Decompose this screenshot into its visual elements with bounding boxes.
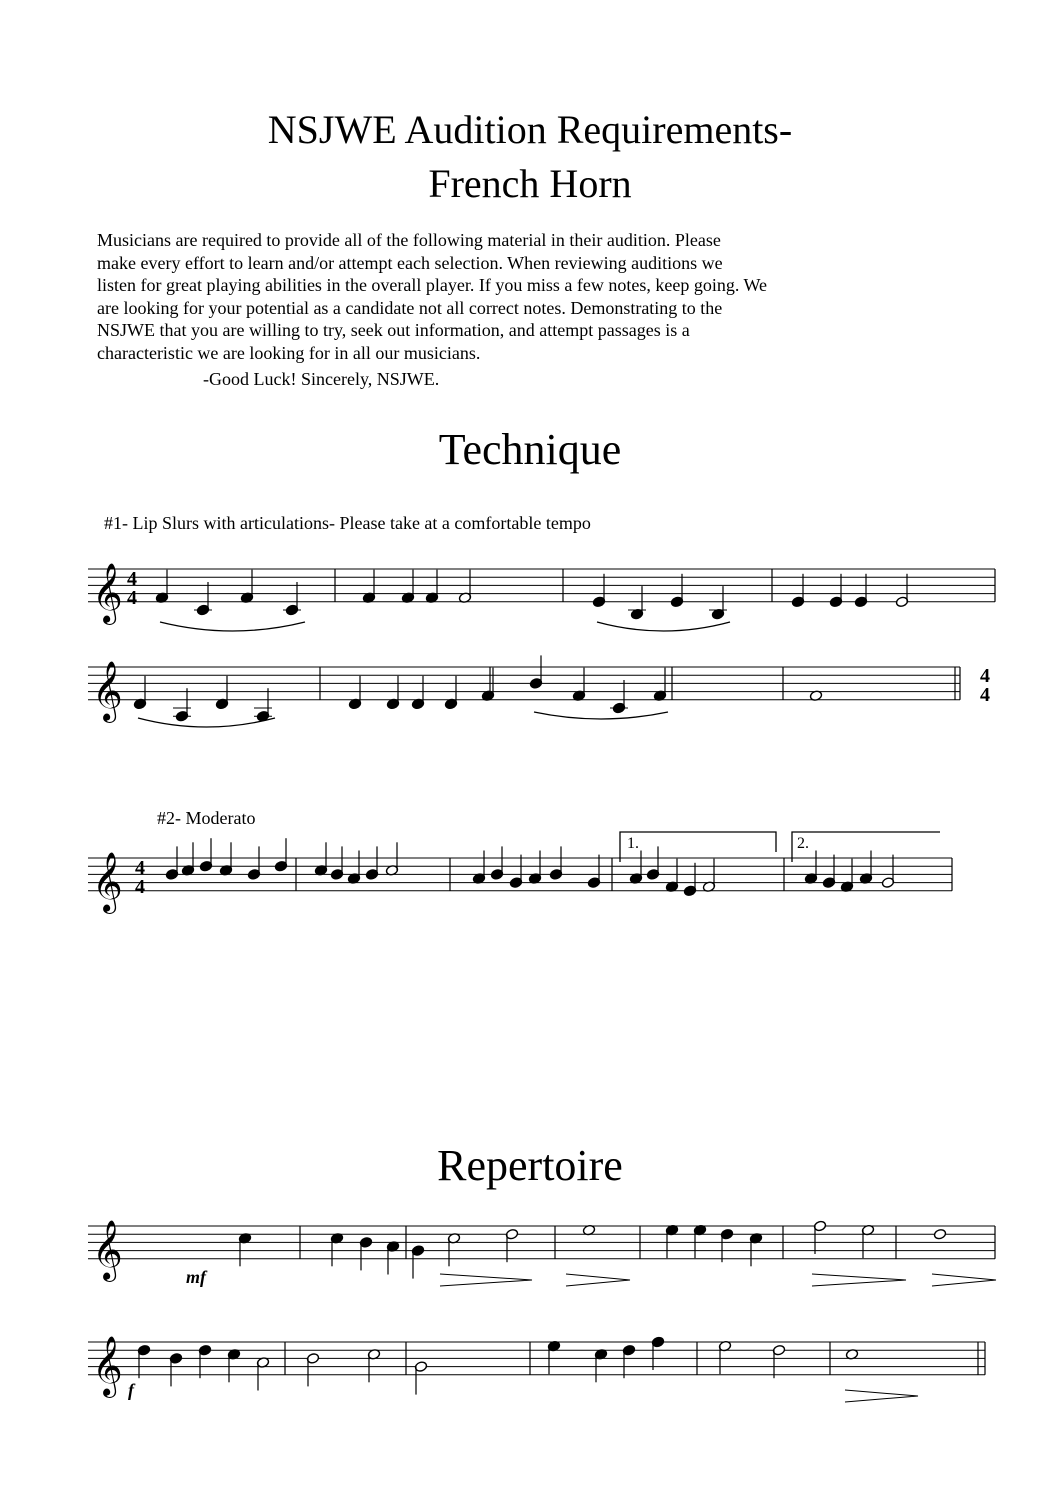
intro-line: NSJWE that you are willing to try, seek out information, and attempt passages is a [97,320,690,340]
crescendo-hairpin [440,1274,532,1286]
treble-clef-icon: 𝄞 [92,1335,123,1396]
decrescendo-hairpin [932,1274,996,1286]
second-ending-label: 2. [797,835,809,852]
staff-repertoire-line-1 [88,1220,996,1286]
intro-line: characteristic we are looking for in all our musicians. [97,342,481,363]
time-signature-bottom: 4 [980,684,990,706]
staff-repertoire-line-2 [88,1336,985,1402]
intro-line: Musicians are required to provide all of the following material in their audition. Please [97,230,721,250]
time-signature-bottom: 4 [135,876,145,898]
intro-line: are looking for your potential as a candidate not all correct notes. Demonstrating to the [97,297,723,318]
staff-exercise-1-line-1 [88,563,995,631]
treble-clef-icon: 𝄞 [92,660,123,721]
time-signature-top: 4 [980,665,990,687]
intro-line: listen for great playing abilities in the overall player. If you miss a few notes, keep going. We [97,275,768,295]
time-signature-top: 4 [135,857,145,879]
signoff: -Good Luck! Sincerely, NSJWE. [203,369,440,389]
slur [160,622,305,631]
staff-exercise-2 [88,832,952,914]
dynamic-marking: f [128,1380,134,1400]
staff-exercise-1-line-2 [88,655,960,727]
exercise-1-label: #1- Lip Slurs with articulations- Please take at a comfortable tempo [104,513,591,533]
section-heading-repertoire: Repertoire [437,1141,623,1190]
decrescendo-hairpin [566,1274,630,1286]
slur [138,718,275,727]
note-head [933,1228,946,1240]
slur [534,712,668,719]
crescendo-hairpin [812,1274,906,1286]
page-title-line-1: NSJWE Audition Requirements- [267,107,793,152]
time-signature-top: 4 [127,568,137,590]
intro-line: make every effort to learn and/or attempt each selection. When reviewing auditions we [97,252,723,273]
section-heading-technique: Technique [438,425,622,474]
first-ending-label: 1. [627,835,639,852]
time-signature-bottom: 4 [127,587,137,609]
treble-clef-icon: 𝄞 [92,851,123,912]
treble-clef-icon: 𝄞 [92,562,123,623]
page-title-line-2: French Horn [428,161,632,206]
exercise-2-label: #2- Moderato [157,808,256,828]
treble-clef-icon: 𝄞 [92,1219,123,1280]
slur [597,622,730,631]
decrescendo-hairpin [845,1390,918,1402]
dynamic-marking: mf [186,1267,206,1287]
